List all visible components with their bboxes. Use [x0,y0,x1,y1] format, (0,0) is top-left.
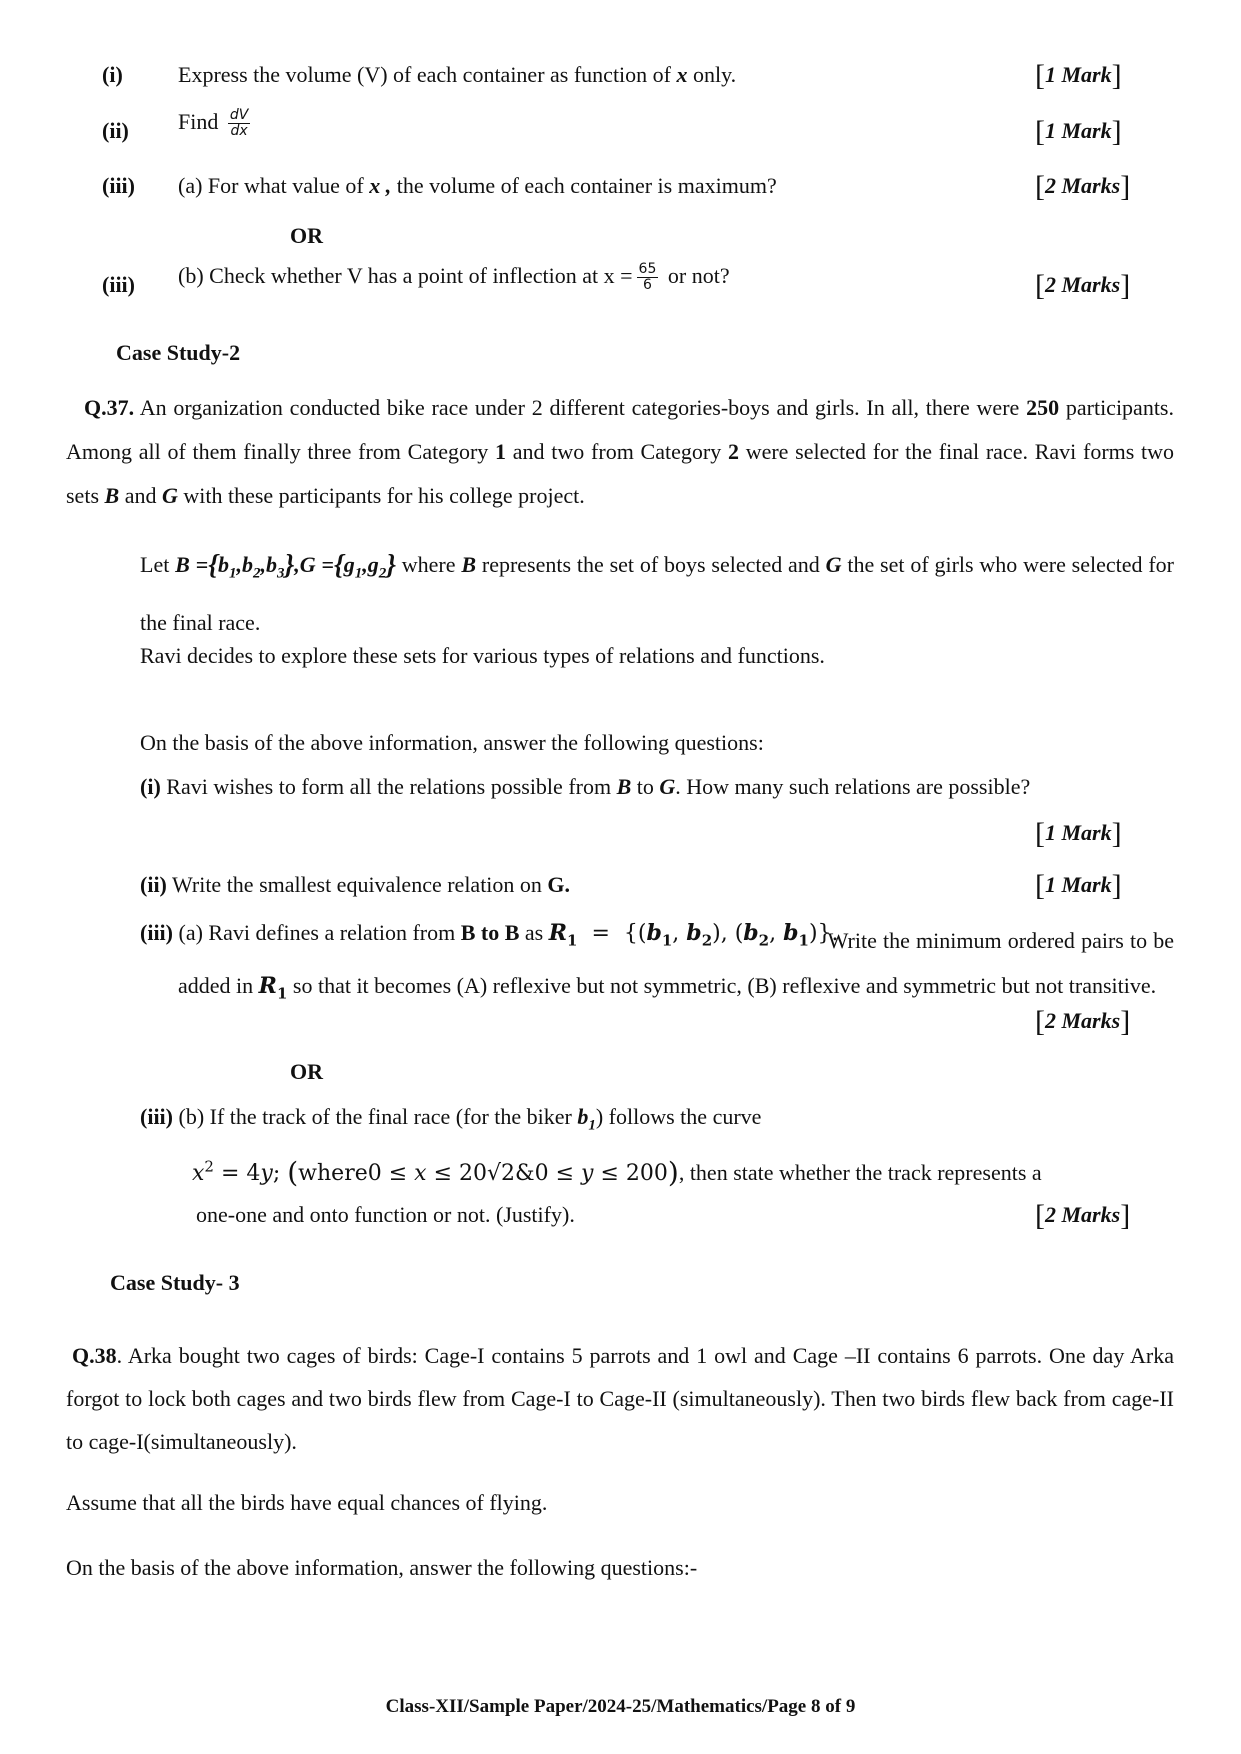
q36-i-number: (i) [102,62,123,87]
q37-iiia-marks: [2 Marks] [1035,1005,1131,1038]
q37-or: OR [290,1059,323,1084]
q36-iiib-text: (b) Check whether V has a point of inflection at x = $\frac{65}{6}$ or not? [178,261,730,294]
q36-iii-number: (iii) [102,173,135,198]
q36-i-text-a: Express the volume (V) of each container as function of [178,62,671,87]
q36-ii-derivative: $\frac{dV}{dx}$ [229,107,249,140]
q36-iiia-text: (a) For what value of x , the volume of each container is maximum? [178,173,777,198]
q38-basis: On the basis of the above information, answer the following questions:- [66,1555,698,1580]
page-footer: Class-XII/Sample Paper/2024-25/Mathematics/Page 8 of 9 [385,1696,856,1717]
set-B-definition: $B =\{b_1,b_2,b_3\},G =\{g_1,g_2\}$ [175,550,396,582]
q37-intro: Q.37. An organization conducted bike race under 2 different categories-boys and girls. In all, there were 250 participants. Among all of them finally three from Category 1 and two from Category 2 were selected for the final race. Ravi forms two sets B and G with these participants for his college project. [66,395,1175,508]
q36-iiib-fraction: $\frac{65}{6}$ [638,261,657,294]
q36-iiib-number: (iii) [102,272,135,297]
q37-iiib-marks: [2 Marks] [1035,1199,1131,1232]
q38-assume: Assume that all the birds have equal chances of flying. [66,1490,548,1515]
curve-equation: $x^2 = 4y$; (where0 ≤ x ≤ 20√2&0 ≤ y ≤ 200) [192,1156,679,1189]
q36-iiib-marks: [2 Marks] [1035,269,1131,302]
q36-i-marks: [1 Mark] [1035,59,1122,92]
q36-iiia-marks: [2 Marks] [1035,170,1131,203]
q36-i-text [178,62,736,88]
q37-iiib-curve: $x^2 = 4y$; (where0 ≤ x ≤ 20√2&0 ≤ y ≤ 200), then state whether the track represents a [192,1156,1042,1189]
q36-or: OR [290,223,323,248]
q37-i-marks: [1 Mark] [1035,817,1122,850]
relation-R1: $R_1 = \{(b_1$, $b_2$), ($b_2$, $b_1$)}. [548,920,839,950]
q37-basis: On the basis of the above information, answer the following questions: [140,730,764,755]
q37-explore: Ravi decides to explore these sets for various types of relations and functions. [140,643,825,668]
q38-intro: Q.38. Arka bought two cages of birds: Cage-I contains 5 parrots and 1 owl and Cage –II contains 6 parrots. One day Arka forgot to lock both cages and two birds flew from Cage-I to Cage-II (simultaneously). Then two birds flew back from cage-II to cage-I(simultaneously). [66,1343,1174,1454]
q36-ii-find: Find [178,108,219,134]
q36-ii-text [178,108,254,140]
q37-ii: (ii) Write the smallest equivalence relation on G. [140,872,571,897]
q36-i-text-b: only. [693,62,737,87]
q36-ii-marks: [1 Mark] [1035,115,1122,148]
q37-iiib: (iii) (b) If the track of the final race (for the biker $b_1$) follows the curve [140,1104,762,1134]
q37-ii-marks: [1 Mark] [1035,869,1122,902]
q37-iiia-rest: Write the minimum ordered pairs to be added in $R_1$ so that it becomes (A) reflexive but not symmetric, (B) reflexive and symmetric but not transitive. [178,928,1175,1003]
case-study-3-heading: Case Study- 3 [110,1270,240,1295]
q37-i: (i) Ravi wishes to form all the relations possible from B to G. How many such relations are possible? [140,774,1031,799]
q37-let-statement: Let $B =\{b_1,b_2,b_3\},G =\{g_1,g_2\}$ where B represents the set of boys selected and G the set of girls who were selected for the final race. [140,550,1175,636]
q37-iiib-justify: one-one and onto function or not. (Justify). [196,1202,575,1227]
case-study-2-heading: Case Study-2 [116,340,241,365]
q36-ii-number: (ii) [102,118,129,143]
q36-i-var: x [676,62,688,87]
q37-iiia-first-line: (iii) (a) Ravi defines a relation from B to B as $R_1 = \{(b_1$, $b_2$), ($b_2$, $b_1$)}. [140,920,839,950]
